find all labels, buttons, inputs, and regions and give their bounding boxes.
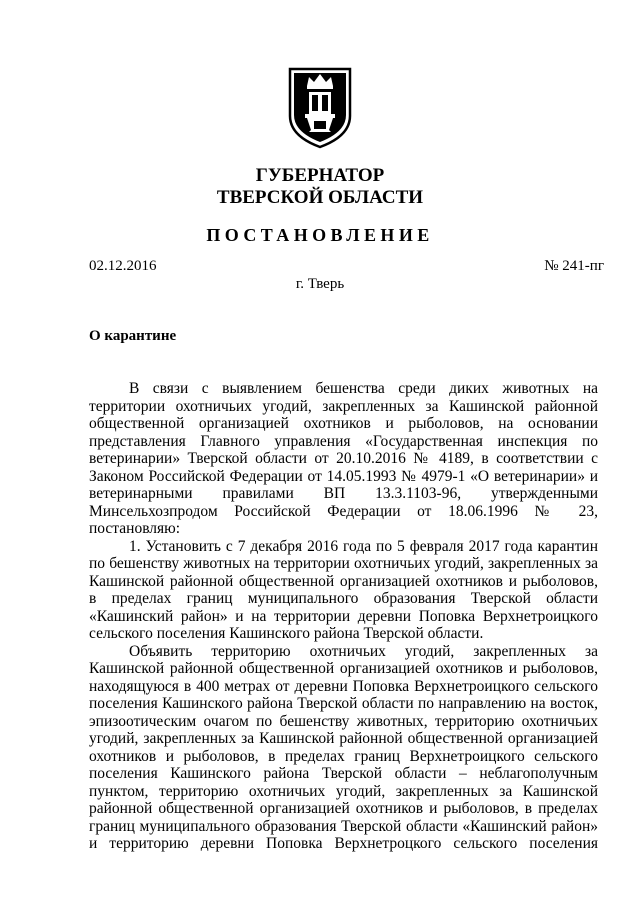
issuer-title-line1: ГУБЕРНАТОР (255, 165, 385, 186)
coat-of-arms-icon (287, 66, 353, 150)
document-date: 02.12.2016 (89, 258, 157, 274)
document-number: № 241-пг (544, 258, 604, 274)
document-body (89, 380, 598, 853)
body-paragraph: В связи с выявлением бешенства среди диких животных на территории охотничьих угодий, закрепленных за Кашинской районной общественной организацией охотников и рыболовов, на основании представления Главного управления «Государственная инспекция по ветеринарии» Тверской области от 20.10.2016 № 4189, в соответствии с Законом Российской Федерации от 14.05.1993 № 4979-1 «О ветеринарии» и ветеринарными правилами ВП 13.3.1103-96, утвержденными Минсельхозпродом Российской Федерации от 18.06.1996 № 23, постановляю: (89, 380, 598, 537)
issuer-title-line2: ТВЕРСКОЙ ОБЛАСТИ (216, 187, 424, 208)
document-city: г. Тверь (295, 276, 345, 292)
body-paragraph: Объявить территорию охотничьих угодий, закрепленных за Кашинской районной общественной организацией охотников и рыболовов, находящуюся в 400 метрах от деревни Поповка Верхнетроицкого сельского поселения Кашинского района Тверской области по направлению на восток, эпизоотическим очагом по бешенству животных, территорию охотничьих угодий, закрепленных за Кашинской районной общественной организацией охотников и рыболовов, в пределах границ Верхнетроицкого сельского поселения Кашинского района Тверской области – неблагополучным пунктом, территорию охотничьих угодий, закрепленных за Кашинской районной общественной организацией охотников и рыболовов, в пределах границ муниципального образования Тверской области «Кашинский район» и территорию деревни Поповка Верхнетроцкого сельского поселения (89, 642, 598, 852)
body-paragraph: 1. Установить с 7 декабря 2016 года по 5 февраля 2017 года карантин по бешенству животных на территории охотничьих угодий, закрепленных за Кашинской районной общественной организацией охотников и рыболовов, в пределах границ муниципального образования Тверской области «Кашинский район» и на территории деревни Поповка Верхнетроицкого сельского поселения Кашинского района Тверской области. (89, 537, 598, 642)
document-subject: О карантине (89, 328, 177, 344)
document-type-heading: ПОСТАНОВЛЕНИЕ (206, 225, 434, 245)
